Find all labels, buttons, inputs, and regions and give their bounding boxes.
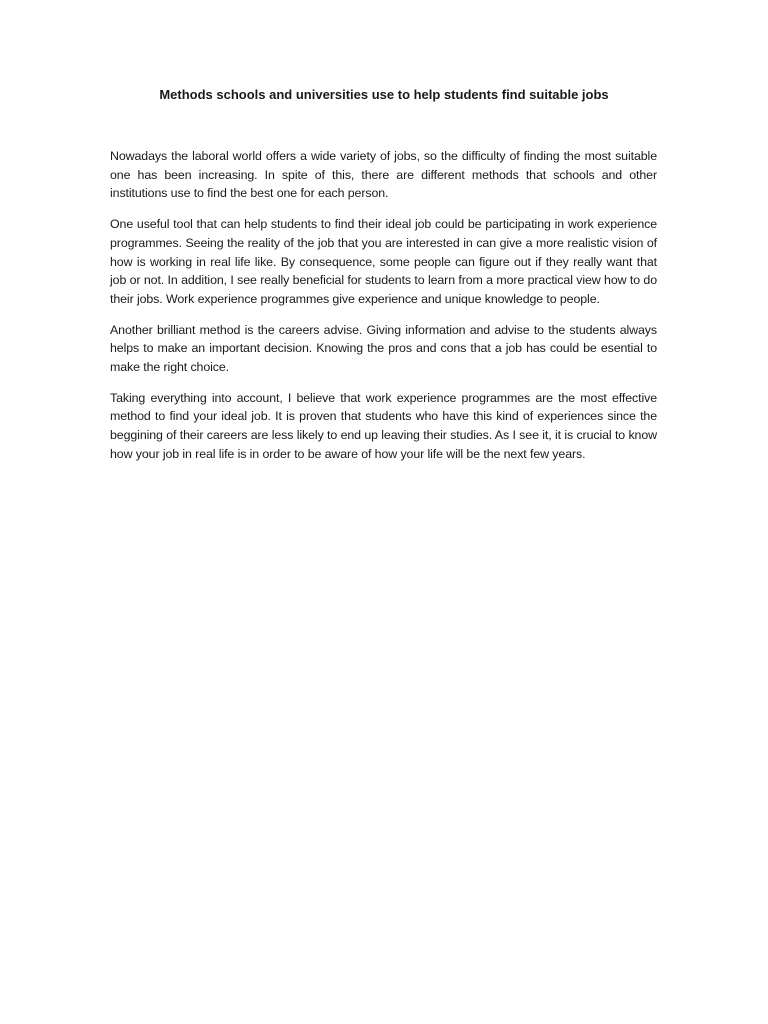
paragraph-work-experience: One useful tool that can help students to find their ideal job could be participating in work experience programmes. Seeing the reality of the job that you are interested in can give a more realistic vision of how is working in real life like. By consequence, some people can figure out if they really want that job or not. In addition, I see really beneficial for students to learn from a more practical view how to do their jobs. Work experience programmes give experience and unique knowledge to people. <box>110 217 657 306</box>
paragraph-careers-advise: Another brilliant method is the careers advise. Giving information and advise to the students always helps to make an important decision. Knowing the pros and cons that a job has could be esential to make the right choice. <box>110 322 657 375</box>
document-body <box>110 147 657 476</box>
document-title: Methods schools and universities use to help students find suitable jobs <box>159 87 609 102</box>
paragraph-conclusion: Taking everything into account, I believe that work experience programmes are the most effective method to find your ideal job. It is proven that students who have this kind of experiences since the beggining of their careers are less likely to end up leaving their studies. As I see it, it is crucial to know how your job in real life is in order to be aware of how your life will be the next few years. <box>110 390 657 461</box>
paragraph-intro: Nowadays the laboral world offers a wide variety of jobs, so the difficulty of finding the most suitable one has been increasing. In spite of this, there are different methods that schools and other institutions use to find the best one for each person. <box>110 149 657 201</box>
